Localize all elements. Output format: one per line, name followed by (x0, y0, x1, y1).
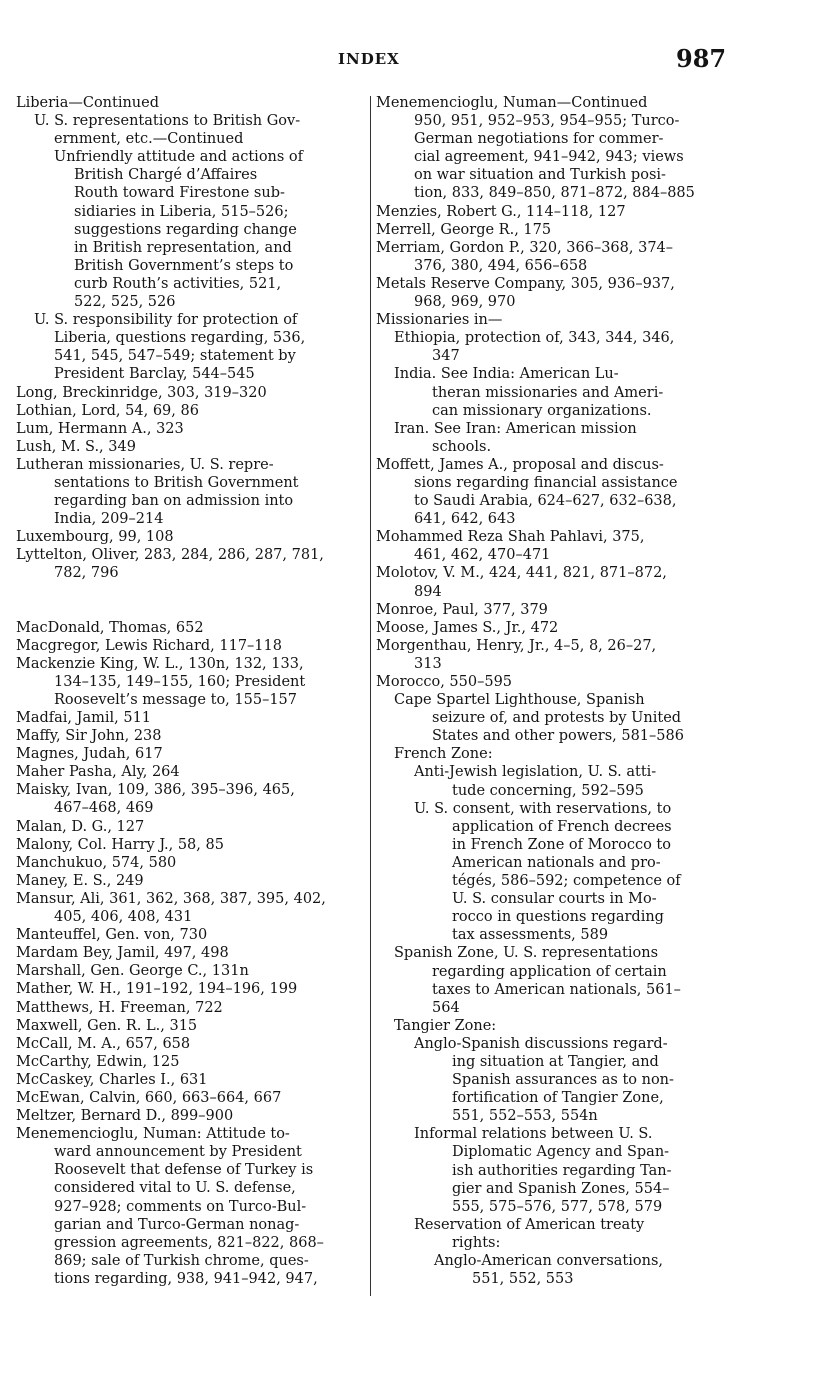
index-line: 968, 969, 970 (414, 294, 516, 311)
index-line: schools. (432, 438, 492, 455)
index-entry: Lutheran missionaries, U. S. repre- (16, 456, 274, 473)
index-entry: Meltzer, Bernard D., 899–900 (16, 1108, 234, 1125)
index-heading: Liberia—Continued (16, 95, 160, 111)
index-entry: Menzies, Robert G., 114–118, 127 (376, 203, 626, 220)
index-line: 869; sale of Turkish chrome, ques- (54, 1252, 309, 1269)
index-line: ish authorities regarding Tan- (452, 1162, 672, 1179)
index-line: 564 (432, 999, 460, 1016)
index-entry: Macgregor, Lewis Richard, 117–118 (16, 637, 282, 654)
index-entry: Marshall, Gen. George C., 131n (16, 963, 249, 980)
index-entry: Matthews, H. Freeman, 722 (16, 999, 223, 1016)
index-subentry: U. S. responsibility for protection of (34, 312, 298, 329)
index-line: gier and Spanish Zones, 554– (452, 1180, 670, 1197)
index-entry: Monroe, Paul, 377, 379 (376, 601, 548, 618)
index-line: 405, 406, 408, 431 (54, 909, 193, 926)
index-line: U. S. consular courts in Mo- (452, 891, 657, 908)
index-subentry: Cape Spartel Lighthouse, Spanish (394, 692, 645, 709)
index-entry: Merriam, Gordon P., 320, 366–368, 374– (376, 239, 674, 256)
index-line: India, 209–214 (54, 511, 164, 528)
index-subsubentry: Anglo-Spanish discussions regard- (414, 1035, 668, 1052)
index-subentry: Tangier Zone: (394, 1017, 497, 1034)
index-line: can missionary organizations. (432, 402, 652, 419)
index-line: ing situation at Tangier, and (452, 1053, 659, 1070)
index-subentry-cont: ernment, etc.—Continued (54, 131, 244, 148)
index-line: Diplomatic Agency and Span- (452, 1144, 670, 1161)
index-entry: Morocco, 550–595 (376, 674, 513, 690)
index-line: 541, 545, 547–549; statement by (54, 348, 296, 365)
index-line: cial agreement, 941–942, 943; views (414, 149, 684, 166)
index-entry: Mohammed Reza Shah Pahlavi, 375, (376, 529, 645, 546)
index-line: regarding ban on admission into (54, 493, 294, 510)
index-subentry: Iran. See Iran: American mission (394, 420, 637, 437)
index-subsubsubentry: Anglo-American conversations, (434, 1253, 664, 1269)
index-line: 313 (414, 655, 442, 672)
index-entry: Malony, Col. Harry J., 58, 85 (16, 836, 224, 853)
index-line: ward announcement by President (54, 1144, 302, 1161)
index-line: gression agreements, 821–822, 868– (54, 1234, 324, 1251)
index-line: suggestions regarding change (74, 221, 297, 238)
index-entry: Molotov, V. M., 424, 441, 821, 871–872, (376, 565, 667, 582)
index-line: Spanish assurances as to non- (452, 1072, 674, 1089)
index-line: on war situation and Turkish posi- (414, 167, 666, 184)
index-entry: McCarthy, Edwin, 125 (16, 1053, 180, 1070)
index-line: 376, 380, 494, 656–658 (414, 257, 588, 274)
index-line: in British representation, and (74, 239, 292, 256)
index-line: Roosevelt’s message to, 155–157 (54, 691, 298, 708)
page-number: 987 (676, 44, 727, 73)
index-line: considered vital to U. S. defense, (54, 1180, 296, 1197)
index-entry: Maxwell, Gen. R. L., 315 (16, 1017, 198, 1034)
index-line: rocco in questions regarding (452, 909, 664, 926)
index-heading: Menemencioglu, Numan—Continued (376, 95, 648, 111)
index-subentry: Ethiopia, protection of, 343, 344, 346, (394, 330, 675, 347)
index-line: British Government’s steps to (74, 257, 294, 274)
index-entry: Morgenthau, Henry, Jr., 4–5, 8, 26–27, (376, 637, 657, 654)
index-line: 551, 552, 553 (472, 1271, 574, 1288)
index-line: in French Zone of Morocco to (452, 836, 671, 853)
left-column (16, 94, 362, 1288)
index-line: tion, 833, 849–850, 871–872, 884–885 (414, 185, 695, 202)
index-subsubentry: Reservation of American treaty (414, 1216, 645, 1233)
index-entry: McCall, M. A., 657, 658 (16, 1035, 191, 1052)
index-line: rights: (452, 1234, 501, 1251)
index-line: 467–468, 469 (54, 800, 154, 817)
column-divider (370, 96, 371, 1296)
index-entry: Merrell, George R., 175 (376, 221, 552, 238)
index-line: curb Routh’s activities, 521, (74, 275, 282, 292)
index-entry: Luxembourg, 99, 108 (16, 529, 174, 546)
index-line: 782, 796 (54, 565, 119, 582)
index-line: Liberia, questions regarding, 536, (54, 330, 306, 347)
index-line: tégés, 586–592; competence of (452, 873, 681, 890)
index-entry: Mansur, Ali, 361, 362, 368, 387, 395, 402, (16, 890, 326, 907)
index-entry: Metals Reserve Company, 305, 936–937, (376, 275, 675, 292)
index-line: President Barclay, 544–545 (54, 366, 255, 383)
index-line: seizure of, and protests by United (432, 710, 682, 727)
index-entry: Madfai, Jamil, 511 (16, 710, 152, 726)
index-line: tax assessments, 589 (452, 927, 609, 944)
index-entry: Long, Breckinridge, 303, 319–320 (16, 384, 267, 401)
page-header (0, 44, 820, 76)
index-line: 641, 642, 643 (414, 511, 516, 528)
index-entry: MacDonald, Thomas, 652 (16, 619, 204, 636)
index-entry: Mardam Bey, Jamil, 497, 498 (16, 945, 229, 962)
index-line: States and other powers, 581–586 (432, 728, 684, 745)
index-subentry: Spanish Zone, U. S. representations (394, 945, 659, 962)
index-entry: Manteuffel, Gen. von, 730 (16, 927, 208, 944)
index-line: American nationals and pro- (452, 854, 661, 871)
index-line: German negotiations for commer- (414, 131, 664, 148)
index-entry: Lum, Hermann A., 323 (16, 420, 184, 437)
index-line: 522, 525, 526 (74, 294, 176, 311)
index-line: 347 (432, 348, 460, 365)
index-line: sentations to British Government (54, 474, 299, 491)
index-line: sions regarding financial assistance (414, 474, 678, 491)
index-line: regarding application of certain (432, 963, 667, 980)
index-line: 894 (414, 583, 442, 600)
index-subsubentry: Anti-Jewish legislation, U. S. atti- (414, 764, 657, 781)
index-entry: Maffy, Sir John, 238 (16, 728, 162, 745)
index-entry: Mather, W. H., 191–192, 194–196, 199 (16, 981, 298, 998)
index-entry: Menemencioglu, Numan: Attitude to- (16, 1126, 290, 1143)
index-entry: Moose, James S., Jr., 472 (376, 619, 559, 636)
index-subentry: French Zone: (394, 746, 493, 763)
index-entry: McEwan, Calvin, 660, 663–664, 667 (16, 1089, 282, 1106)
right-column (376, 94, 724, 1288)
index-line: sidiaries in Liberia, 515–526; (74, 203, 289, 220)
index-entry: Lothian, Lord, 54, 69, 86 (16, 402, 199, 419)
index-entry: Maher Pasha, Aly, 264 (16, 764, 180, 781)
index-subentry: U. S. representations to British Gov- (34, 113, 301, 130)
index-entry: Manchukuo, 574, 580 (16, 854, 177, 871)
index-line: to Saudi Arabia, 624–627, 632–638, (414, 493, 677, 510)
index-line: Routh toward Firestone sub- (74, 185, 285, 202)
index-line: application of French decrees (452, 818, 672, 835)
index-line: tude concerning, 592–595 (452, 782, 644, 799)
index-line: theran missionaries and Ameri- (432, 384, 664, 401)
index-line: 927–928; comments on Turco-Bul- (54, 1198, 307, 1215)
index-line: garian and Turco-German nonag- (54, 1216, 300, 1233)
index-subsubentry: U. S. consent, with reservations, to (414, 800, 672, 817)
index-subsubentry: Unfriendly attitude and actions of (54, 149, 304, 166)
index-subsubentry: Informal relations between U. S. (414, 1126, 653, 1143)
index-entry: Maney, E. S., 249 (16, 872, 144, 889)
index-entry: Lush, M. S., 349 (16, 438, 136, 455)
index-line: tions regarding, 938, 941–942, 947, (54, 1270, 318, 1287)
index-entry: Lyttelton, Oliver, 283, 284, 286, 287, 781, (16, 547, 324, 564)
index-entry: McCaskey, Charles I., 631 (16, 1071, 208, 1088)
index-subentry: India. See India: American Lu- (394, 366, 619, 383)
index-line: fortification of Tangier Zone, (452, 1090, 664, 1107)
index-entry: Maisky, Ivan, 109, 386, 395–396, 465, (16, 782, 295, 799)
index-entry: Magnes, Judah, 617 (16, 746, 163, 763)
index-entry: Moffett, James A., proposal and discus- (376, 456, 664, 473)
index-line: 461, 462, 470–471 (414, 547, 551, 564)
index-line: 551, 552–553, 554n (452, 1108, 598, 1125)
index-line: taxes to American nationals, 561– (432, 981, 681, 998)
running-head-title: INDEX (338, 50, 400, 68)
index-line: British Chargé d’Affaires (74, 167, 258, 184)
index-line: 950, 951, 952–953, 954–955; Turco- (414, 113, 680, 130)
index-line: 134–135, 149–155, 160; President (54, 673, 306, 690)
index-entry: Mackenzie King, W. L., 130n, 132, 133, (16, 655, 304, 672)
index-entry: Missionaries in— (376, 312, 503, 329)
index-entry: Malan, D. G., 127 (16, 818, 145, 835)
index-line: 555, 575–576, 577, 578, 579 (452, 1198, 663, 1215)
index-line: Roosevelt that defense of Turkey is (54, 1162, 314, 1179)
section-gap (16, 583, 362, 619)
